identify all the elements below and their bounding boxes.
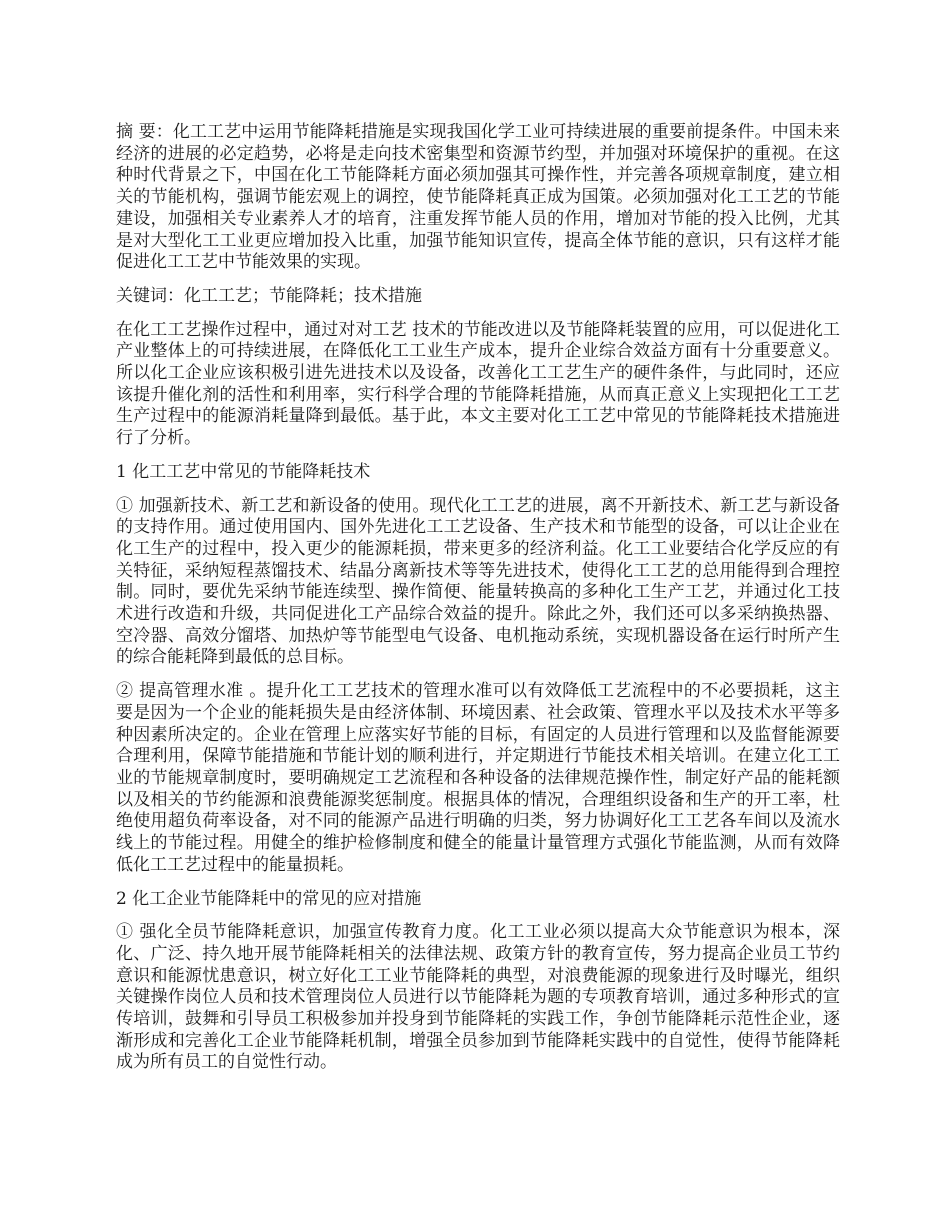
section-1-paragraph-1: ① 加强新技术、新工艺和新设备的使用。现代化工工艺的进展，离不开新技术、新工艺与新设备的支持作用。通过使用国内、国外先进化工工艺设备、生产技术和节能型的设备，可以让企业在化工生产的过程中，投入更少的能源耗损，带来更多的经济利益。化工工业要结合化学反应的有关特征，采纳短程蒸馏技术、结晶分离新技术等等先进技术，使得化工工艺的总用能得到合理控制。同时，要优先采纳节能连续型、操作简便、能量转换高的多种化工生产工艺，并通过化工技术进行改造和升级，共同促进化工产品综合效益的提升。除此之外，我们还可以多采纳换热器、空冷器、高效分馏塔、加热炉等节能型电气设备、电机拖动系统，实现机器设备在运行时所产生的综合能耗降到最低的总目标。 (116, 495, 840, 668)
section-2-paragraph-1: ① 强化全员节能降耗意识，加强宣传教育力度。化工工业必须以提高大众节能意识为根本，深化、广泛、持久地开展节能降耗相关的法律法规、政策方针的教育宣传，努力提高企业员工节约意识和能源忧患意识，树立好化工工业节能降耗的典型，对浪费能源的现象进行及时曝光，组织关键操作岗位人员和技术管理岗位人员进行以节能降耗为题的专项教育培训，通过多种形式的宣传培训，鼓舞和引导员工积极参加并投身到节能降耗的实践工作，争创节能降耗示范性企业，逐渐形成和完善化工企业节能降耗机制，增强全员参加到节能降耗实践中的自觉性，使得节能降耗成为所有员工的自觉性行动。 (116, 922, 840, 1073)
keywords-line: 关键词：化工工艺；节能降耗；技术措施 (116, 285, 422, 306)
abstract-paragraph: 摘 要：化工工艺中运用节能降耗措施是实现我国化学工业可持续进展的重要前提条件。中国未来经济的进展的必定趋势，必将是走向技术密集型和资源节约型，并加强对环境保护的重视。在这种时代背景之下，中国在化工节能降耗方面必须加强其可操作性，并完善各项规章制度，建立相关的节能机构，强调节能宏观上的调控，使节能降耗真正成为国策。必须加强对化工工艺的节能建设，加强相关专业素养人才的培育，注重发挥节能人员的作用，增加对节能的投入比例，尤其是对大型化工工业更应增加投入比重，加强节能知识宣传，提高全体节能的意识，只有这样才能促进化工工艺中节能效果的实现。 (116, 122, 840, 273)
section-1-paragraph-2: ② 提高管理水准 。提升化工工艺技术的管理水准可以有效降低工艺流程中的不必要损耗，这主要是因为一个企业的能耗损失是由经济体制、环境因素、社会政策、管理水平以及技术水平等多种因素所决定的。企业在管理上应落实好节能的目标，有固定的人员进行管理和以及监督能源要合理利用，保障节能措施和节能计划的顺利进行，并定期进行节能技术相关培训。在建立化工工业的节能规章制度时，要明确规定工艺流程和各种设备的法律规范操作性，制定好产品的能耗额以及相关的节约能源和浪费能源奖惩制度。根据具体的情况，合理组织设备和生产的开工率，杜绝使用超负荷率设备，对不同的能源产品进行明确的归类，努力协调好化工工艺各车间以及流水线上的节能过程。用健全的维护检修制度和健全的能量计量管理方式强化节能监测，从而有效降低化工工艺过程中的能量损耗。 (116, 681, 840, 875)
section-2-heading: 2 化工企业节能降耗中的常见的应对措施 (116, 888, 422, 909)
document-page (116, 122, 840, 1086)
intro-paragraph: 在化工工艺操作过程中，通过对对工艺 技术的节能改进以及节能降耗装置的应用，可以促进化工产业整体上的可持续进展，在降低化工工业生产成本，提升企业综合效益方面有十分重要意义。所以化工企业应该积极引进先进技术以及设备，改善化工工艺生产的硬件条件，与此同时，还应该提升催化剂的活性和利用率，实行科学合理的节能降耗措施，从而真正意义上实现把化工工艺生产过程中的能源消耗量降到最低。基于此，本文主要对化工工艺中常见的节能降耗技术措施进行了分析。 (116, 319, 840, 449)
section-1-heading: 1 化工工艺中常见的节能降耗技术 (116, 461, 371, 482)
